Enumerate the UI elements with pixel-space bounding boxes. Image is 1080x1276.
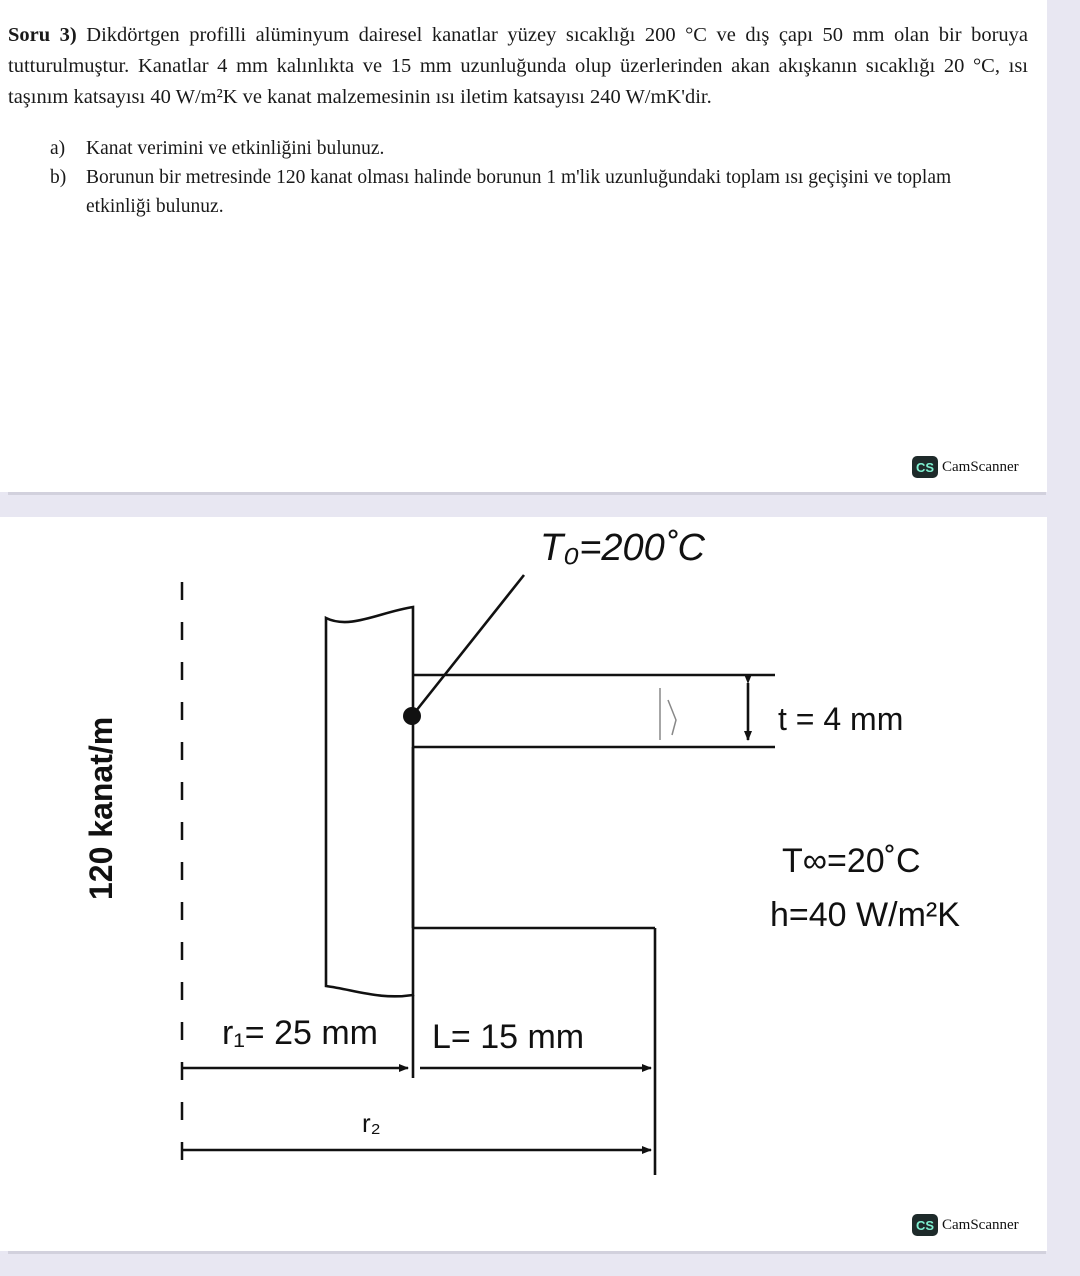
camscanner-logo-icon: CS: [912, 456, 938, 478]
question-b-text: Borunun bir metresinde 120 kanat olması halinde borunun 1 m'lik uzunluğundaki toplam ısı geçişini ve toplam etkinliği bulunuz.: [86, 167, 952, 217]
question-b: [50, 163, 1020, 221]
camscanner-label: CamScanner: [942, 1216, 1019, 1233]
r1-label: r₁= 25 mm: [222, 1014, 379, 1052]
camscanner-logo-icon: CS: [912, 1214, 938, 1236]
problem-page: [0, 0, 1047, 492]
thickness-label: t = 4 mm: [778, 701, 904, 737]
base-temperature-label: T₀=200˚C: [540, 527, 705, 569]
question-a: [50, 134, 1020, 163]
base-temperature-point: [403, 707, 421, 725]
figure-page: [0, 517, 1047, 1251]
page-divider: [8, 492, 1046, 495]
fin-diagram: [0, 517, 1047, 1251]
ambient-temperature-label: T∞=20˚C: [782, 842, 921, 880]
question-a-text: Kanat verimini ve etkinliğini bulunuz.: [86, 138, 385, 159]
problem-intro: Dikdörtgen profilli alüminyum dairesel kanatlar yüzey sıcaklığı 200 °C ve dış çapı 50 mm olan bir boruya tutturulmuştur. Kanatlar 4 mm kalınlıkta ve 15 mm uzunluğunda olup üzerlerinden akan akışkanın sıcaklığı 20 °C, ısı taşınım katsayısı 40 W/m²K ve kanat malzemesinin ısı iletim katsayısı 240 W/mK'dir.: [8, 24, 1028, 108]
problem-statement: [8, 20, 1028, 113]
fin-top: [413, 675, 775, 747]
fin-middle: [413, 747, 655, 928]
camscanner-label: CamScanner: [942, 458, 1019, 475]
pipe-wall: [326, 607, 413, 996]
camscanner-watermark-bottom: [912, 1214, 1019, 1236]
camscanner-watermark: [912, 456, 1019, 478]
temperature-leader-line: [412, 575, 524, 716]
r2-label: r₂: [362, 1108, 381, 1138]
fin-count-label: 120 kanat/m: [83, 716, 119, 900]
fin-length-label: L= 15 mm: [432, 1018, 585, 1056]
page-divider-bottom: [8, 1251, 1046, 1254]
cursor-artifact-icon: [660, 688, 676, 740]
question-a-marker: a): [50, 138, 66, 159]
convection-coefficient-label: h=40 W/m²K: [770, 896, 960, 934]
problem-heading: Soru 3): [8, 24, 77, 46]
question-b-marker: b): [50, 167, 67, 188]
question-list: [50, 134, 1020, 221]
